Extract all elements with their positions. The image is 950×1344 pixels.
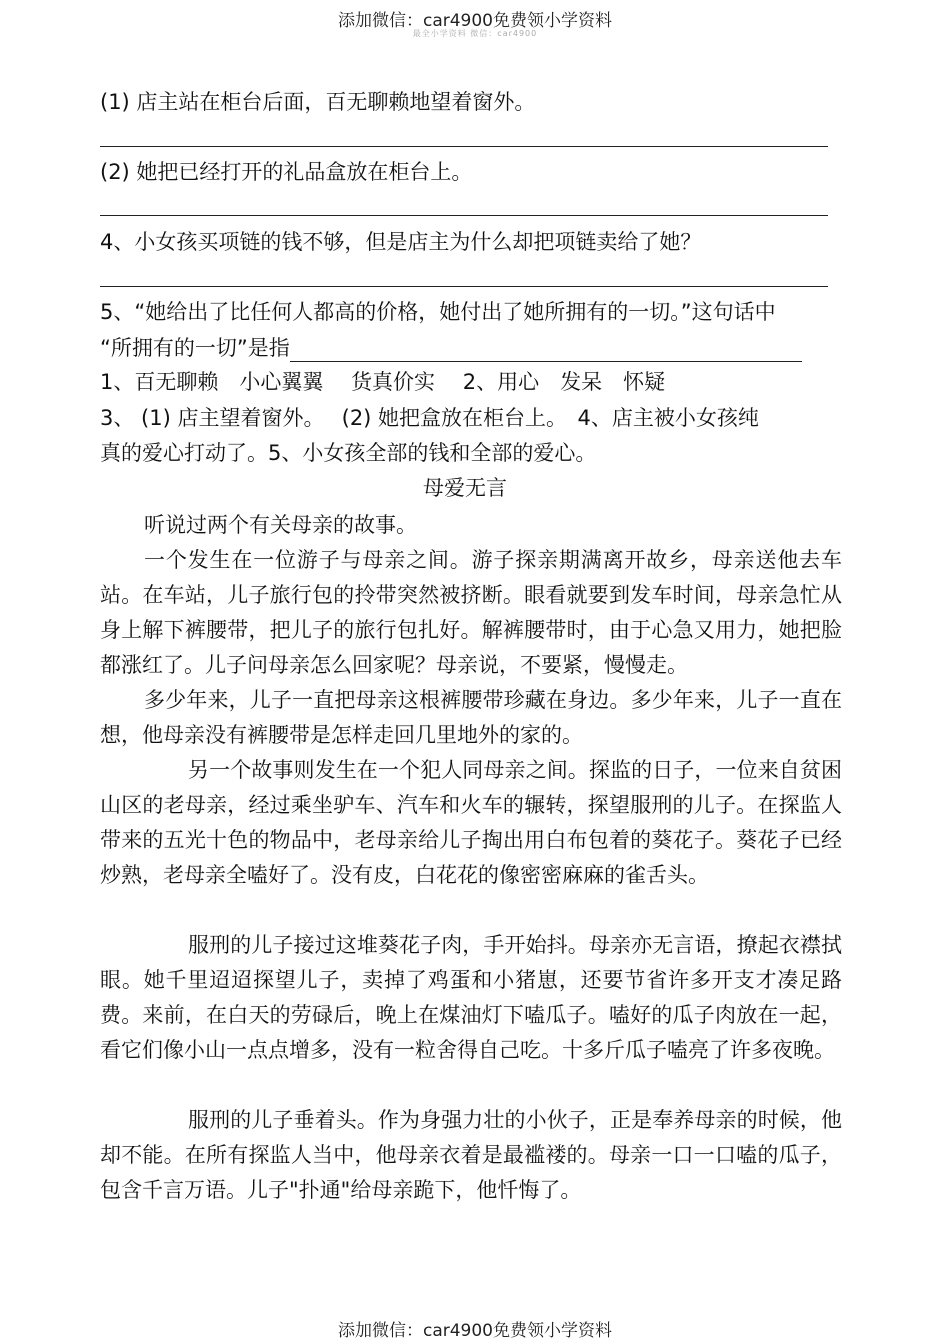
question-3-item-2: (2) 她把已经打开的礼品盒放在柜台上。 bbox=[100, 160, 473, 184]
story-paragraph-2: 一个发生在一位游子与母亲之间。游子探亲期满离开故乡，母亲送他去车站。在车站，儿子旅行包的拎带突然被挤断。眼看就要到发车时间，母亲急忙从身上解下裤腰带，把儿子的旅行包扎好。解裤腰带时，由于心急又用力，她把脸都涨红了。儿子问母亲怎么回家呢？母亲说，不要紧，慢慢走。 bbox=[100, 548, 842, 677]
header-watermark: 添加微信：car4900免费领小学资料 bbox=[337, 11, 613, 31]
answer-line bbox=[100, 286, 828, 287]
footer-watermark: 添加微信：car4900免费领小学资料 bbox=[337, 1321, 613, 1341]
story-paragraph-5: 服刑的儿子接过这堆葵花子肉，手开始抖。母亲亦无言语，撩起衣襟拭眼。她千里迢迢探望儿子，卖掉了鸡蛋和小猪崽，还要节省许多开支才凑足路费。来前，在白天的劳碌后，晚上在煤油灯下嗑瓜子。嗑好的瓜子肉放在一起，看它们像小山一点点增多，没有一粒舍得自己吃。十多斤瓜子嗑亮了许多夜晚。 bbox=[100, 933, 842, 1062]
story-title: 母爱无言 bbox=[423, 476, 507, 500]
answer-line bbox=[100, 215, 828, 216]
answer-line bbox=[100, 146, 828, 147]
answer-line-2: 3、 (1) 店主望着窗外。 (2) 她把盒放在柜台上。 4、店主被小女孩纯 bbox=[100, 406, 759, 430]
story-paragraph-4: 另一个故事则发生在一个犯人同母亲之间。探监的日子，一位来自贫困山区的老母亲，经过乘坐驴车、汽车和火车的辗转，探望服刑的儿子。在探监人带来的五光十色的物品中，老母亲给儿子掏出用白布包着的葵花子。葵花子已经炒熟，老母亲全嗑好了。没有皮，白花花的像密密麻麻的雀舌头。 bbox=[100, 758, 842, 887]
story-paragraph-6: 服刑的儿子垂着头。作为身强力壮的小伙子，正是奉养母亲的时候，他却不能。在所有探监人当中，他母亲衣着是最褴褛的。母亲一口一口嗑的瓜子，包含千言万语。儿子"扑通"给母亲跪下，他忏悔了。 bbox=[100, 1108, 842, 1202]
question-5-line-1: 5、“她给出了比任何人都高的价格，她付出了她所拥有的一切。”这句话中 bbox=[100, 300, 776, 324]
story-paragraph-3: 多少年来，儿子一直把母亲这根裤腰带珍藏在身边。多少年来，儿子一直在想，他母亲没有裤腰带是怎样走回几里地外的家的。 bbox=[100, 688, 842, 747]
answer-line-3: 真的爱心打动了。5、小女孩全部的钱和全部的爱心。 bbox=[100, 441, 597, 465]
header-subline: 最全小学资料 微信：car4900 bbox=[412, 29, 538, 38]
question-4: 4、小女孩买项链的钱不够，但是店主为什么却把项链卖给了她？ bbox=[100, 230, 702, 254]
story-paragraph-1: 听说过两个有关母亲的故事。 bbox=[144, 513, 417, 537]
question-3-item-1: (1) 店主站在柜台后面，百无聊赖地望着窗外。 bbox=[100, 90, 536, 114]
answer-line-1: 1、百无聊赖 小心翼翼 货真价实 2、用心 发呆 怀疑 bbox=[100, 370, 666, 394]
fill-in-blank bbox=[290, 339, 802, 362]
question-5-line-2 bbox=[100, 334, 802, 362]
question-5-text: “所拥有的一切”是指 bbox=[100, 336, 290, 360]
